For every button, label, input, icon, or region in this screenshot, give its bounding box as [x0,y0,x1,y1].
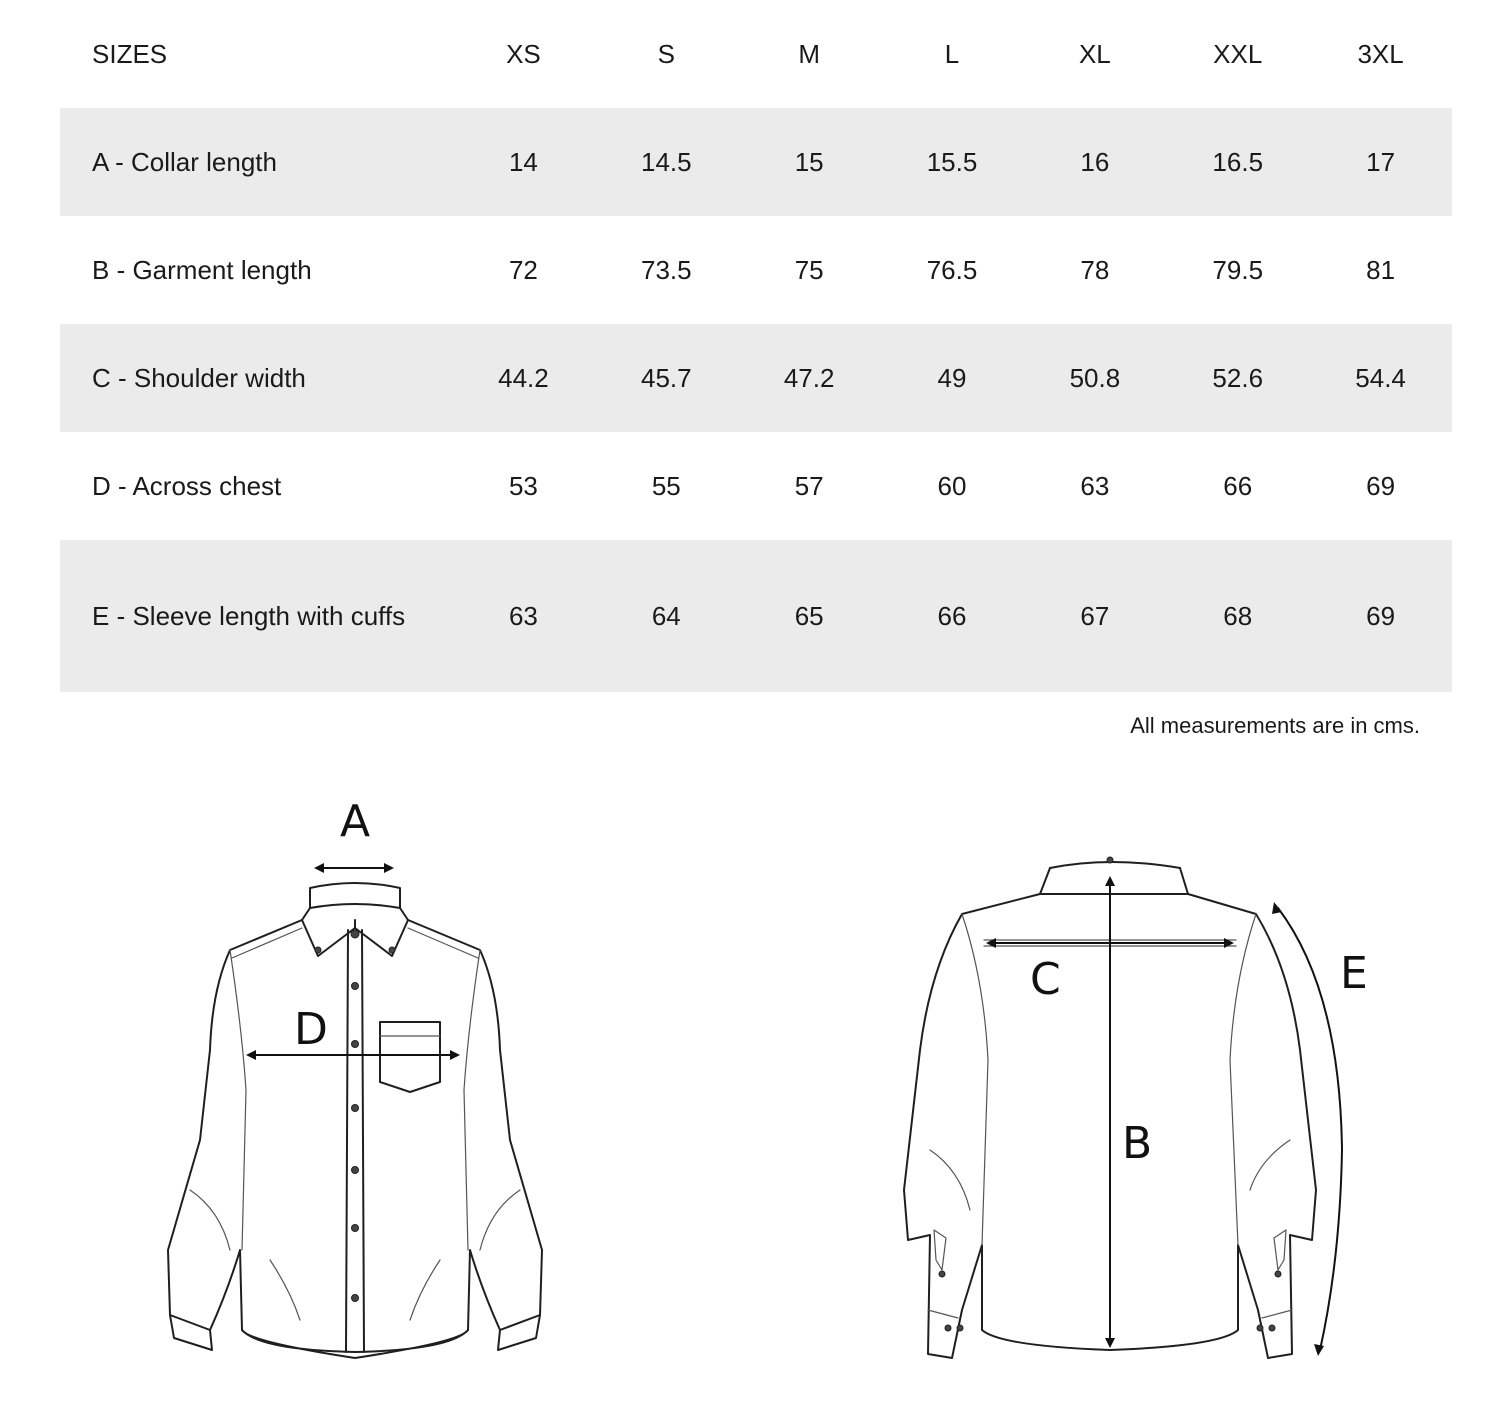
label-b: B [1122,1118,1153,1169]
table-cell: 45.7 [640,362,692,393]
table-cell: 52.6 [1212,362,1264,393]
row-label: C - Shoulder width [92,363,306,393]
size-header-l: L [944,38,960,69]
table-cell: 65 [794,600,824,631]
table-cell: 63 [1080,470,1110,501]
table-cell: 14 [508,146,538,177]
table-row [60,324,1452,432]
table-cell: 66 [1223,470,1253,501]
table-cell: 44.2 [498,362,549,393]
table-cell: 73.5 [640,254,692,285]
label-c: C [1030,954,1061,1005]
table-cell: 79.5 [1212,254,1264,285]
size-header-s: S [657,38,675,69]
shirt-back-diagram [890,790,1390,1380]
size-header-m: M [798,38,820,69]
table-cell: 78 [1080,254,1110,285]
table-cell: 53 [508,470,538,501]
table-cell: 60 [937,470,967,501]
table-cell: 47.2 [783,362,835,393]
table-cell: 15.5 [926,146,978,177]
table-cell: 68 [1223,600,1253,631]
size-chart-table [60,0,1452,692]
row-label: A - Collar length [92,147,277,177]
table-cell: 72 [508,254,538,285]
sizes-header-label: SIZES [92,39,168,69]
table-cell: 66 [937,600,967,631]
table-cell: 75 [794,254,824,285]
table-cell: 64 [651,600,681,631]
measurement-unit-note: All measurements are in cms. [1130,713,1420,738]
table-row [60,216,1452,324]
table-cell: 81 [1366,254,1396,285]
table-cell: 57 [794,470,824,501]
shirt-front-illustration [150,790,570,1380]
table-cell: 55 [651,470,681,501]
table-cell: 54.4 [1355,362,1406,393]
label-d: D [294,1004,328,1055]
shirt-back-illustration [890,790,1390,1380]
table-cell: 16.5 [1212,146,1264,177]
table-cell: 67 [1080,600,1110,631]
size-header-xxl: XXL [1213,38,1263,69]
table-row [60,432,1452,540]
size-header-row [60,0,1452,108]
table-row [60,540,1452,692]
size-header-3xl: 3XL [1357,38,1404,69]
label-a: A [340,796,371,847]
row-label: E - Sleeve length with cuffs [92,601,406,631]
table-cell: 16 [1080,146,1110,177]
table-cell: 63 [508,600,538,631]
table-cell: 76.5 [926,254,978,285]
row-label: B - Garment length [92,255,312,285]
table-row [60,108,1452,216]
table-cell: 14.5 [640,146,692,177]
label-e: E [1340,948,1368,999]
size-header-xl: XL [1078,38,1111,69]
table-cell: 17 [1366,146,1396,177]
table-cell: 15 [794,146,824,177]
table-cell: 69 [1366,470,1396,501]
table-cell: 50.8 [1069,362,1121,393]
shirt-front-diagram [150,790,570,1380]
table-cell: 69 [1366,600,1396,631]
size-header-xs: XS [506,38,541,69]
table-cell: 49 [937,362,967,393]
row-label: D - Across chest [92,471,282,501]
